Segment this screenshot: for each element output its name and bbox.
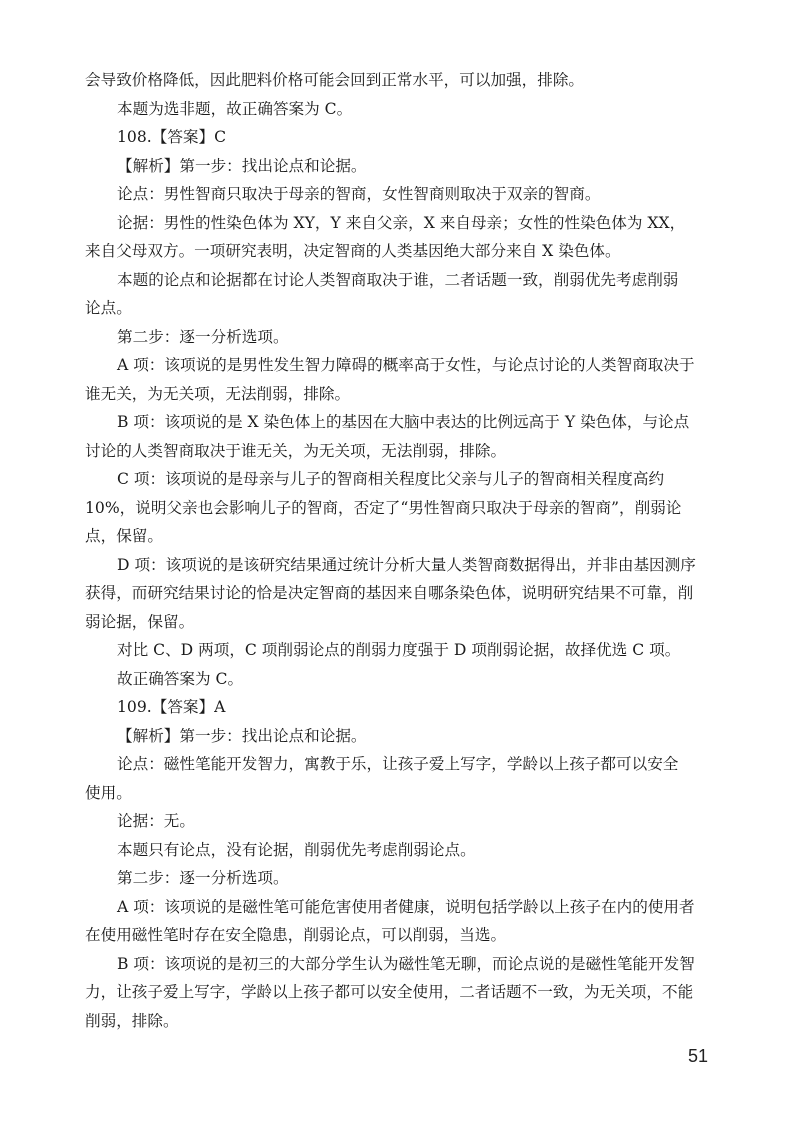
text-line: 会导致价格降低，因此肥料价格可能会回到正常水平，可以加强，排除。: [85, 71, 585, 89]
text-line: 讨论的人类智商取决于谁无关，为无关项，无法削弱，排除。: [85, 441, 507, 460]
text-line: 力，让孩子爱上写字，学龄以上孩子都可以安全使用，二者话题不一致，为无关项，不能: [85, 983, 694, 1001]
text-line: 故正确答案为 C。: [117, 669, 244, 688]
page-body: [85, 66, 717, 1035]
text-line: 第二步：逐一分析选项。: [117, 327, 289, 346]
text-line: 弱论据，保留。: [85, 612, 195, 631]
text-line: 第二步：逐一分析选项。: [117, 869, 289, 887]
text-line: 论点。: [85, 299, 132, 317]
option-a-analysis: A 项：该项说的是磁性笔可能危害使用者健康，说明包括学龄以上孩子在内的使用者: [117, 897, 695, 916]
text-line: 论据：无。: [117, 812, 195, 830]
option-c-analysis: C 项：该项说的是母亲与儿子的智商相关程度比父亲与儿子的智商相关程度高约: [117, 470, 665, 488]
option-d-analysis: D 项：该项说的是该研究结果通过统计分析大量人类智商数据得出，并非由基因测序: [117, 555, 696, 574]
text-line: 点，保留。: [85, 527, 163, 545]
option-a-analysis: A 项：该项说的是男性发生智力障碍的概率高于女性，与论点讨论的人类智商取决于: [117, 356, 695, 374]
text-line: 论点：男性智商只取决于母亲的智商，女性智商则取决于双亲的智商。: [117, 185, 601, 203]
option-b-analysis: B 项：该项说的是 X 染色体上的基因在大脑中表达的比例远高于 Y 染色体，与论点: [117, 413, 690, 431]
answer-heading-109: 109.【答案】A: [117, 698, 226, 716]
option-b-analysis: B 项：该项说的是初三的大部分学生认为磁性笔无聊，而论点说的是磁性笔能开发智: [117, 954, 695, 973]
text-line: 对比 C、D 两项，C 项削弱论点的削弱力度强于 D 项削弱论据，故择优选 C 项。: [117, 641, 681, 659]
text-line: 本题的论点和论据都在讨论人类智商取决于谁，二者话题一致，削弱优先考虑削弱: [117, 270, 679, 289]
text-line: 削弱，排除。: [85, 1011, 179, 1030]
text-line: 来自父母双方。一项研究表明，决定智商的人类基因绝大部分来自 X 染色体。: [85, 242, 621, 260]
text-line: 获得，而研究结果讨论的恰是决定智商的基因来自哪条染色体，说明研究结果不可靠，削: [85, 584, 694, 602]
text-line: 谁无关，为无关项，无法削弱，排除。: [85, 384, 351, 403]
analysis-heading: 【解析】第一步：找出论点和论据。: [117, 726, 367, 745]
analysis-heading: 【解析】第一步：找出论点和论据。: [117, 156, 367, 175]
text-line: 本题为选非题，故正确答案为 C。: [117, 99, 353, 118]
text-line: 论点：磁性笔能开发智力，寓教于乐，让孩子爱上写字，学龄以上孩子都可以安全: [117, 755, 679, 773]
text-line: 10%，说明父亲也会影响儿子的智商，否定了“男性智商只取决于母亲的智商”，削弱论: [85, 498, 682, 517]
text-line: 论据：男性的性染色体为 XY，Y 来自父亲，X 来自母亲；女性的性染色体为 XX，: [117, 213, 686, 232]
text-line: 在使用磁性笔时存在安全隐患，削弱论点，可以削弱，当选。: [85, 926, 507, 944]
answer-heading-108: 108.【答案】C: [117, 128, 227, 146]
text-line: 使用。: [85, 783, 132, 802]
text-line: 本题只有论点，没有论据，削弱优先考虑削弱论点。: [117, 840, 476, 859]
page-number: 51: [688, 1046, 709, 1066]
